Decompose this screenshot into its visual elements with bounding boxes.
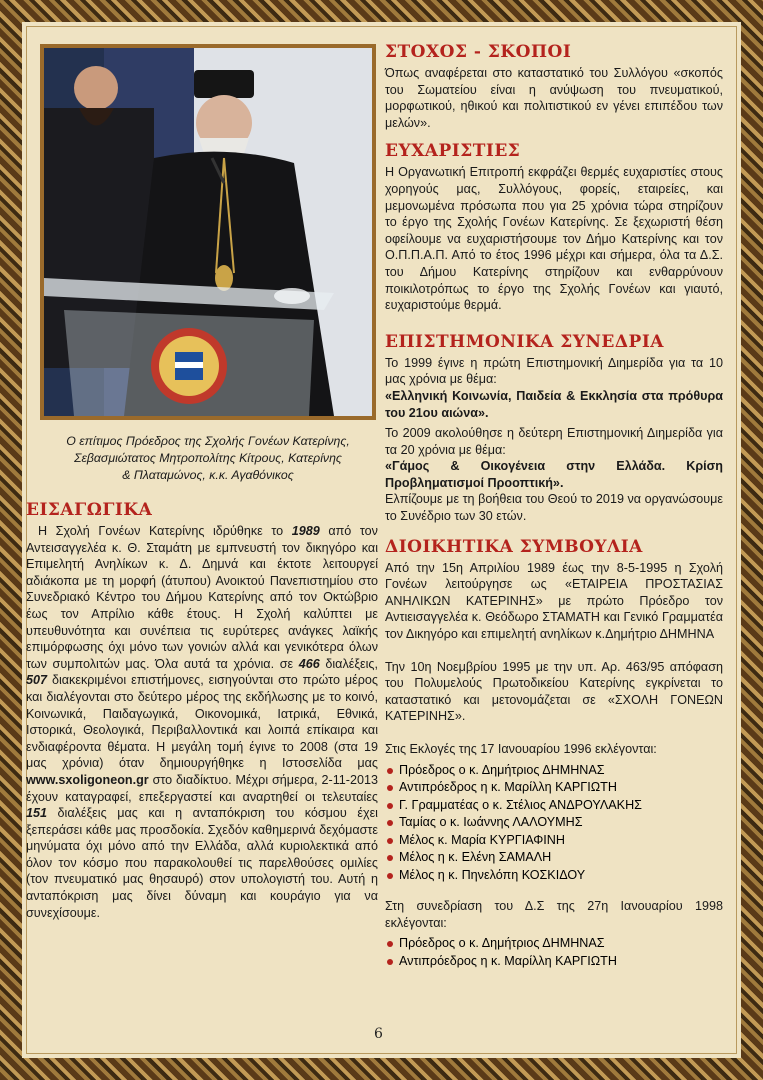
lecture-count: 466 [298, 656, 320, 671]
elections-1996-intro: Στις Εκλογές της 17 Ιανουαρίου 1996 εκλέγονται: [385, 742, 657, 756]
intro-text: από τον Αντεισαγγελέα κ. Θ. Σταμάτη με εμπνευστή τον δικηγόρο και Επιμελητή Ανηλίκων κ. Δ. Δημνά και έκτοτε λειτουργεί αδιάκοπα με τη μορφή (άτυπου) Ανοικτού Πανεπιστημίου στο Συνεδριακό Κέντρο του Δήμου Κατερίνης από τον Οκτώβριο έως τον Απρίλιο κάθε έτους. Η Σχολή καλύπτει με υπευθυνότητα και συνέπεια τις ευρύτερες ανάγκες λαϊκής επιμόρφωσης όχι μόνο των γονιών αλλά και γενικότερα όλων των συμπολιτών μας. Όλα αυτά τα χρόνια. σε [26, 524, 378, 671]
caption-line: Σεβασμιώτατος Μητροπολίτης Κίτρους, Κατερίνης [74, 451, 342, 465]
elections-1998-intro: Στη συνεδρίαση του Δ.Σ της 27η Ιανουαρίου 1998 εκλέγονται: [385, 899, 723, 930]
list-item: Μέλος κ. Μαρία ΚΥΡΓΙΑΦΙΝΗ [385, 832, 723, 850]
conference-1-text: Το 1999 έγινε η πρώτη Επιστημονική Διημερίδα για τα 10 μας χρόνια με θέμα: [385, 355, 723, 387]
goals-text: Όπως αναφέρεται στο καταστατικό του Συλλόγου «σκοπός του Σωματείου είναι η ανύψωση του πνευματικού, μορφωτικού, ηθικού και πολιτιστικού εν γένει επιπέδου των μελών». [385, 66, 723, 130]
photo-illustration [44, 48, 372, 416]
list-item: Γ. Γραμματέας ο κ. Στέλιος ΑΝΔΡΟΥΛΑΚΗΣ [385, 797, 723, 815]
intro-text: διαλέξεις μας και η ανταπόκριση του κόσμου έχει ξεπεράσει κάθε μας προσδοκία. Σχεδόν καθημερινά δεχόμαστε μηνύματα όχι μόνο από την Ελλάδα, αλλά κυριολεκτικά από όλον τον κόσμο που παρακολουθεί τις παρελθούσες ομιλίες (τον πνευματικό μας θησαυρό) στον υπολογιστή του. Αυτή η ανταπόκριση μας δίνει δύναμη και κουράγιο για να συνεχίσουμε. [26, 806, 378, 920]
boards-history-2: Την 10η Νοεμβρίου 1995 με την υπ. Αρ. 463/95 απόφαση του Πολυμελούς Πρωτοδικείου Κατερίνης εγκρίνεται το καταστατικό και μετονομάζεται σε «ΣΧΟΛΗ ΓΟΝΕΩΝ ΚΑΤΕΡΙΝΗΣ». [385, 659, 723, 724]
intro-text: στο διαδίκτυο. Μέχρι σήμερα, 2-11-2013 έχουν καταγραφεί, επεξεργαστεί και αναρτηθεί οι τελευταίες [26, 772, 378, 804]
conference-2-text: Το 2009 ακολούθησε η δεύτερη Επιστημονική Διημερίδα για τα 20 χρόνια με θέμα: [385, 426, 723, 457]
photo-caption [26, 433, 390, 484]
thanks-text: Η Οργανωτική Επιτροπή εκφράζει θερμές ευχαριστίες στους χορηγούς μας, Συλλόγους, φορείς, εταιρείες, και μεμονωμένα πρόσωπα που για 25 χρόνια τώρα στηρίζουν το έργο της Σχολής Γονέων Κατερίνης. Σε ξεχωριστή θέση οφείλουμε να ευχαριστήσουμε τον Δήμο Κατερίνης και τον Ο.Π.Π.Α.Π. Από το έτος 1996 μέχρι και σήμερα, όλα τα Δ.Σ. του Δήμου Κατερίνης στηρίζουν και ενθαρρύνουν ποικιλοτρόπως το έργο της Σχολής Γονέων και γιαυτό, ευχαριστούμε θερμά. [385, 165, 723, 313]
metropolitan-photo [40, 44, 376, 420]
intro-section [26, 500, 378, 921]
intro-text: Η Σχολή Γονέων Κατερίνης ιδρύθηκε το [38, 524, 292, 538]
list-item: Πρόεδρος ο κ. Δημήτριος ΔΗΜΗΝΑΣ [385, 762, 723, 780]
intro-paragraph [26, 523, 378, 921]
intro-heading: ΕΙΣΑΓΩΓΙΚΑ [26, 500, 153, 520]
posted-count: 151 [26, 806, 48, 821]
website-link[interactable]: www.sxoligoneon.gr [26, 772, 149, 787]
page-number: 6 [374, 1026, 383, 1042]
list-item: Μέλος η κ. Πηνελόπη ΚΟΣΚΙΔΟΥ [385, 867, 723, 885]
list-item: Αντιπρόεδρος η κ. Μαρίλλη ΚΑΡΓΙΩΤΗ [385, 953, 723, 971]
intro-text: διακεκριμένοι επιστήμονες, εισηγούνται στο πρώτο μέρος και διαλέγονται στο δεύτερο μέρος της εκδήλωσης με το κοινό, Κοινωνικά, Παιδαγωγικά, Οικονομικά, Ιατρικά, Εθνικά, Ιστορικά, Θεολογικά, Περιβαλλοντικά και λοιπά επίκαιρα και ενδιαφέροντα θέματα. Η μεγάλη τομή έγινε το 2008 (στα 19 μας χρόνια) όταν δημιουργήθηκε η Ιστοσελίδα μας [26, 673, 378, 771]
right-column [385, 42, 723, 970]
list-item: Ταμίας ο κ. Ιωάννης ΛΑΛΟΥΜΗΣ [385, 814, 723, 832]
founding-year: 1989 [291, 524, 320, 538]
conference-1-title: «Ελληνική Κοινωνία, Παιδεία & Εκκλησία στα πρόθυρα του 21ου αιώνα». [385, 388, 723, 420]
board-1996-list [385, 762, 723, 885]
board-1998-list [385, 935, 723, 970]
conference-2-title: «Γάμος & Οικογένεια στην Ελλάδα. Κρίση Προβληματισμοί Προοπτική». [385, 459, 723, 490]
scientist-count: 507 [26, 673, 48, 688]
list-item: Μέλος η κ. Ελένη ΣΑΜΑΛΗ [385, 849, 723, 867]
caption-line: & Πλαταμώνος, κ.κ. Αγαθόνικος [122, 468, 294, 482]
page [22, 22, 741, 1058]
caption-line: Ο επίτιμος Πρόεδρος της Σχολής Γονέων Κατερίνης, [66, 434, 350, 448]
list-item: Πρόεδρος ο κ. Δημήτριος ΔΗΜΗΝΑΣ [385, 935, 723, 953]
boards-heading: ΔΙΟΙΚΗΤΙΚΑ ΣΥΜΒΟΥΛΙΑ [385, 536, 643, 557]
conferences-heading: ΕΠΙΣΤΗΜΟΝΙΚΑ ΣΥΝΕΔΡΙΑ [385, 331, 664, 352]
boards-history-1: Από την 15η Απριλίου 1989 έως την 8-5-1995 η Σχολή Γονέων λειτούργησε ως «ΕΤΑΙΡΕΙΑ ΠΡΟΣΤΑΣΙΑΣ ΑΝΗΛΙΚΩΝ ΚΑΤΕΡΙΝΗΣ» με πρώτο Πρόεδρο τον Αντιεισαγγελέα κ. Θεόδωρο ΣΤΑΜΑΤΗ και Γενικό Γραμματέα τον Δικηγόρο και επιμελητή ανηλίκων κ.Δημήτριο ΔΗΜΗΝΑ [385, 560, 723, 642]
intro-text: διαλέξεις, [319, 656, 378, 671]
conference-3-text: Ελπίζουμε με τη βοήθεια του Θεού το 2019 να οργανώσουμε το Συνέδριο των 30 ετών. [385, 492, 723, 524]
goals-heading: ΣΤΟΧΟΣ - ΣΚΟΠΟΙ [385, 42, 572, 62]
list-item: Αντιπρόεδρος η κ. Μαρίλλη ΚΑΡΓΙΩΤΗ [385, 779, 723, 797]
thanks-heading: ΕΥΧΑΡΙΣΤΙΕΣ [385, 141, 521, 162]
